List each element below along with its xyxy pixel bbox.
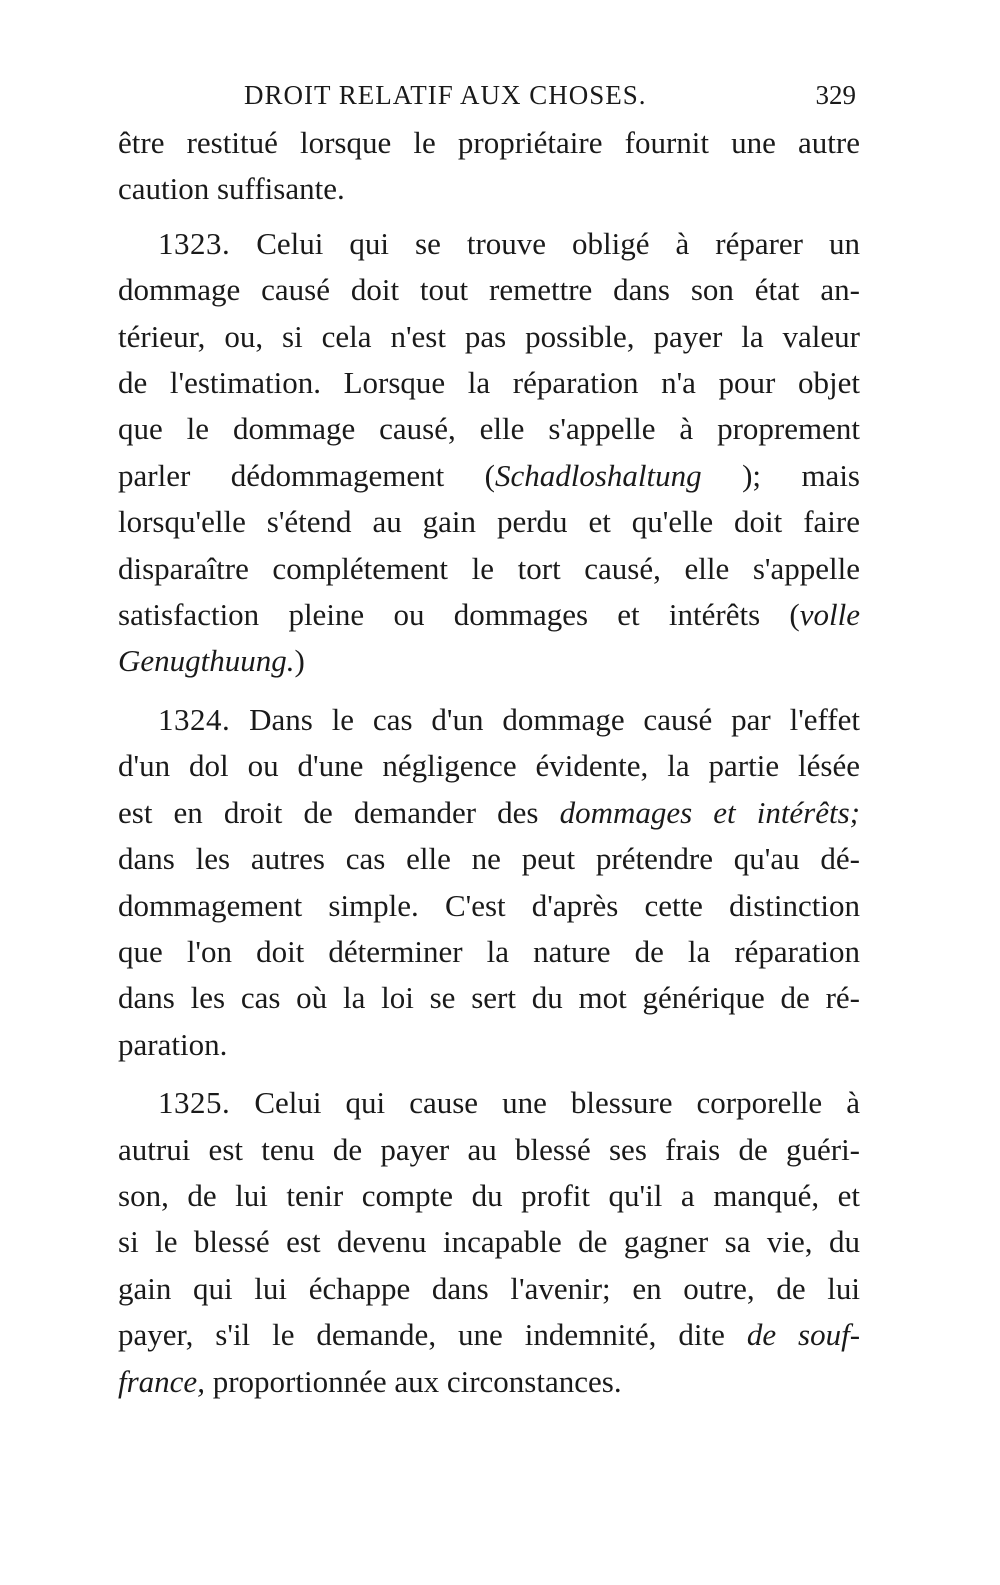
text-line: payer, s'il le demande, une indemnité, dite de souf- — [118, 1317, 861, 1353]
article-1325 — [118, 1080, 860, 1405]
german-term: volle — [799, 597, 860, 633]
text-line: gain qui lui échappe dans l'avenir; en outre, de lui — [118, 1270, 860, 1306]
text-line: dommage causé doit tout remettre dans son état an- — [118, 272, 860, 308]
text-line: que l'on doit déterminer la nature de la réparation — [118, 933, 860, 969]
page-number: 329 — [815, 80, 856, 110]
article-number: 1323. — [158, 225, 231, 261]
german-term: Genugthuung. — [118, 643, 295, 679]
text-line: france, proportionnée aux circonstances. — [118, 1363, 622, 1399]
text-line: 1325. Celui qui cause une blessure corporelle à — [158, 1085, 861, 1121]
text-line: 1324. Dans le cas d'un dommage causé par l'effet — [158, 701, 861, 737]
text-line: dommagement simple. C'est d'après cette distinction — [118, 887, 860, 923]
running-header — [118, 80, 860, 120]
text-line: autrui est tenu de payer au blessé ses frais de guéri- — [118, 1131, 860, 1167]
text-line: est en droit de demander des dommages et intérêts; — [118, 794, 861, 830]
text-line: parler dédommagement (Schadloshaltung ); mais — [118, 457, 860, 493]
legal-term: de souf- — [746, 1317, 861, 1353]
text-line: paration. — [118, 1026, 228, 1062]
text-line: térieur, ou, si cela n'est pas possible, payer la valeur — [118, 318, 860, 354]
text-line: dans les cas où la loi se sert du mot générique de ré- — [118, 980, 860, 1016]
running-title: DROIT RELATIF AUX CHOSES. — [244, 80, 647, 110]
book-page — [118, 80, 860, 1405]
text-line: lorsqu'elle s'étend au gain perdu et qu'elle doit faire — [118, 504, 860, 540]
text-line: de l'estimation. Lorsque la réparation n'a pour objet — [118, 365, 860, 401]
text-line: Genugthuung.) — [118, 643, 305, 679]
text-line: 1323. Celui qui se trouve obligé à réparer un — [158, 225, 860, 261]
article-number: 1325. — [158, 1085, 231, 1121]
german-term: Schadloshaltung — [494, 457, 702, 493]
legal-term: dommages et intérêts; — [559, 794, 861, 830]
text-line: son, de lui tenir compte du profit qu'il a manqué, et — [118, 1177, 860, 1213]
continuation-paragraph — [118, 120, 860, 213]
text-line: dans les autres cas elle ne peut prétendre qu'au dé- — [118, 841, 860, 877]
article-1323 — [118, 221, 860, 685]
text-line: que le dommage causé, elle s'appelle à proprement — [118, 411, 860, 447]
article-number: 1324. — [158, 701, 231, 737]
text-line: d'un dol ou d'une négligence évidente, la partie lésée — [118, 748, 860, 784]
article-1324 — [118, 697, 860, 1068]
text-line: être restitué lorsque le propriétaire fournit une autre — [118, 125, 860, 160]
legal-term: france, — [118, 1363, 205, 1399]
text-line: disparaître complétement le tort causé, elle s'appelle — [118, 550, 860, 586]
text-line: caution suffisante. — [118, 171, 345, 207]
page-body — [118, 120, 860, 1405]
text-line: si le blessé est devenu incapable de gagner sa vie, du — [118, 1224, 860, 1260]
text-line: satisfaction pleine ou dommages et intérêts (volle — [118, 597, 860, 633]
